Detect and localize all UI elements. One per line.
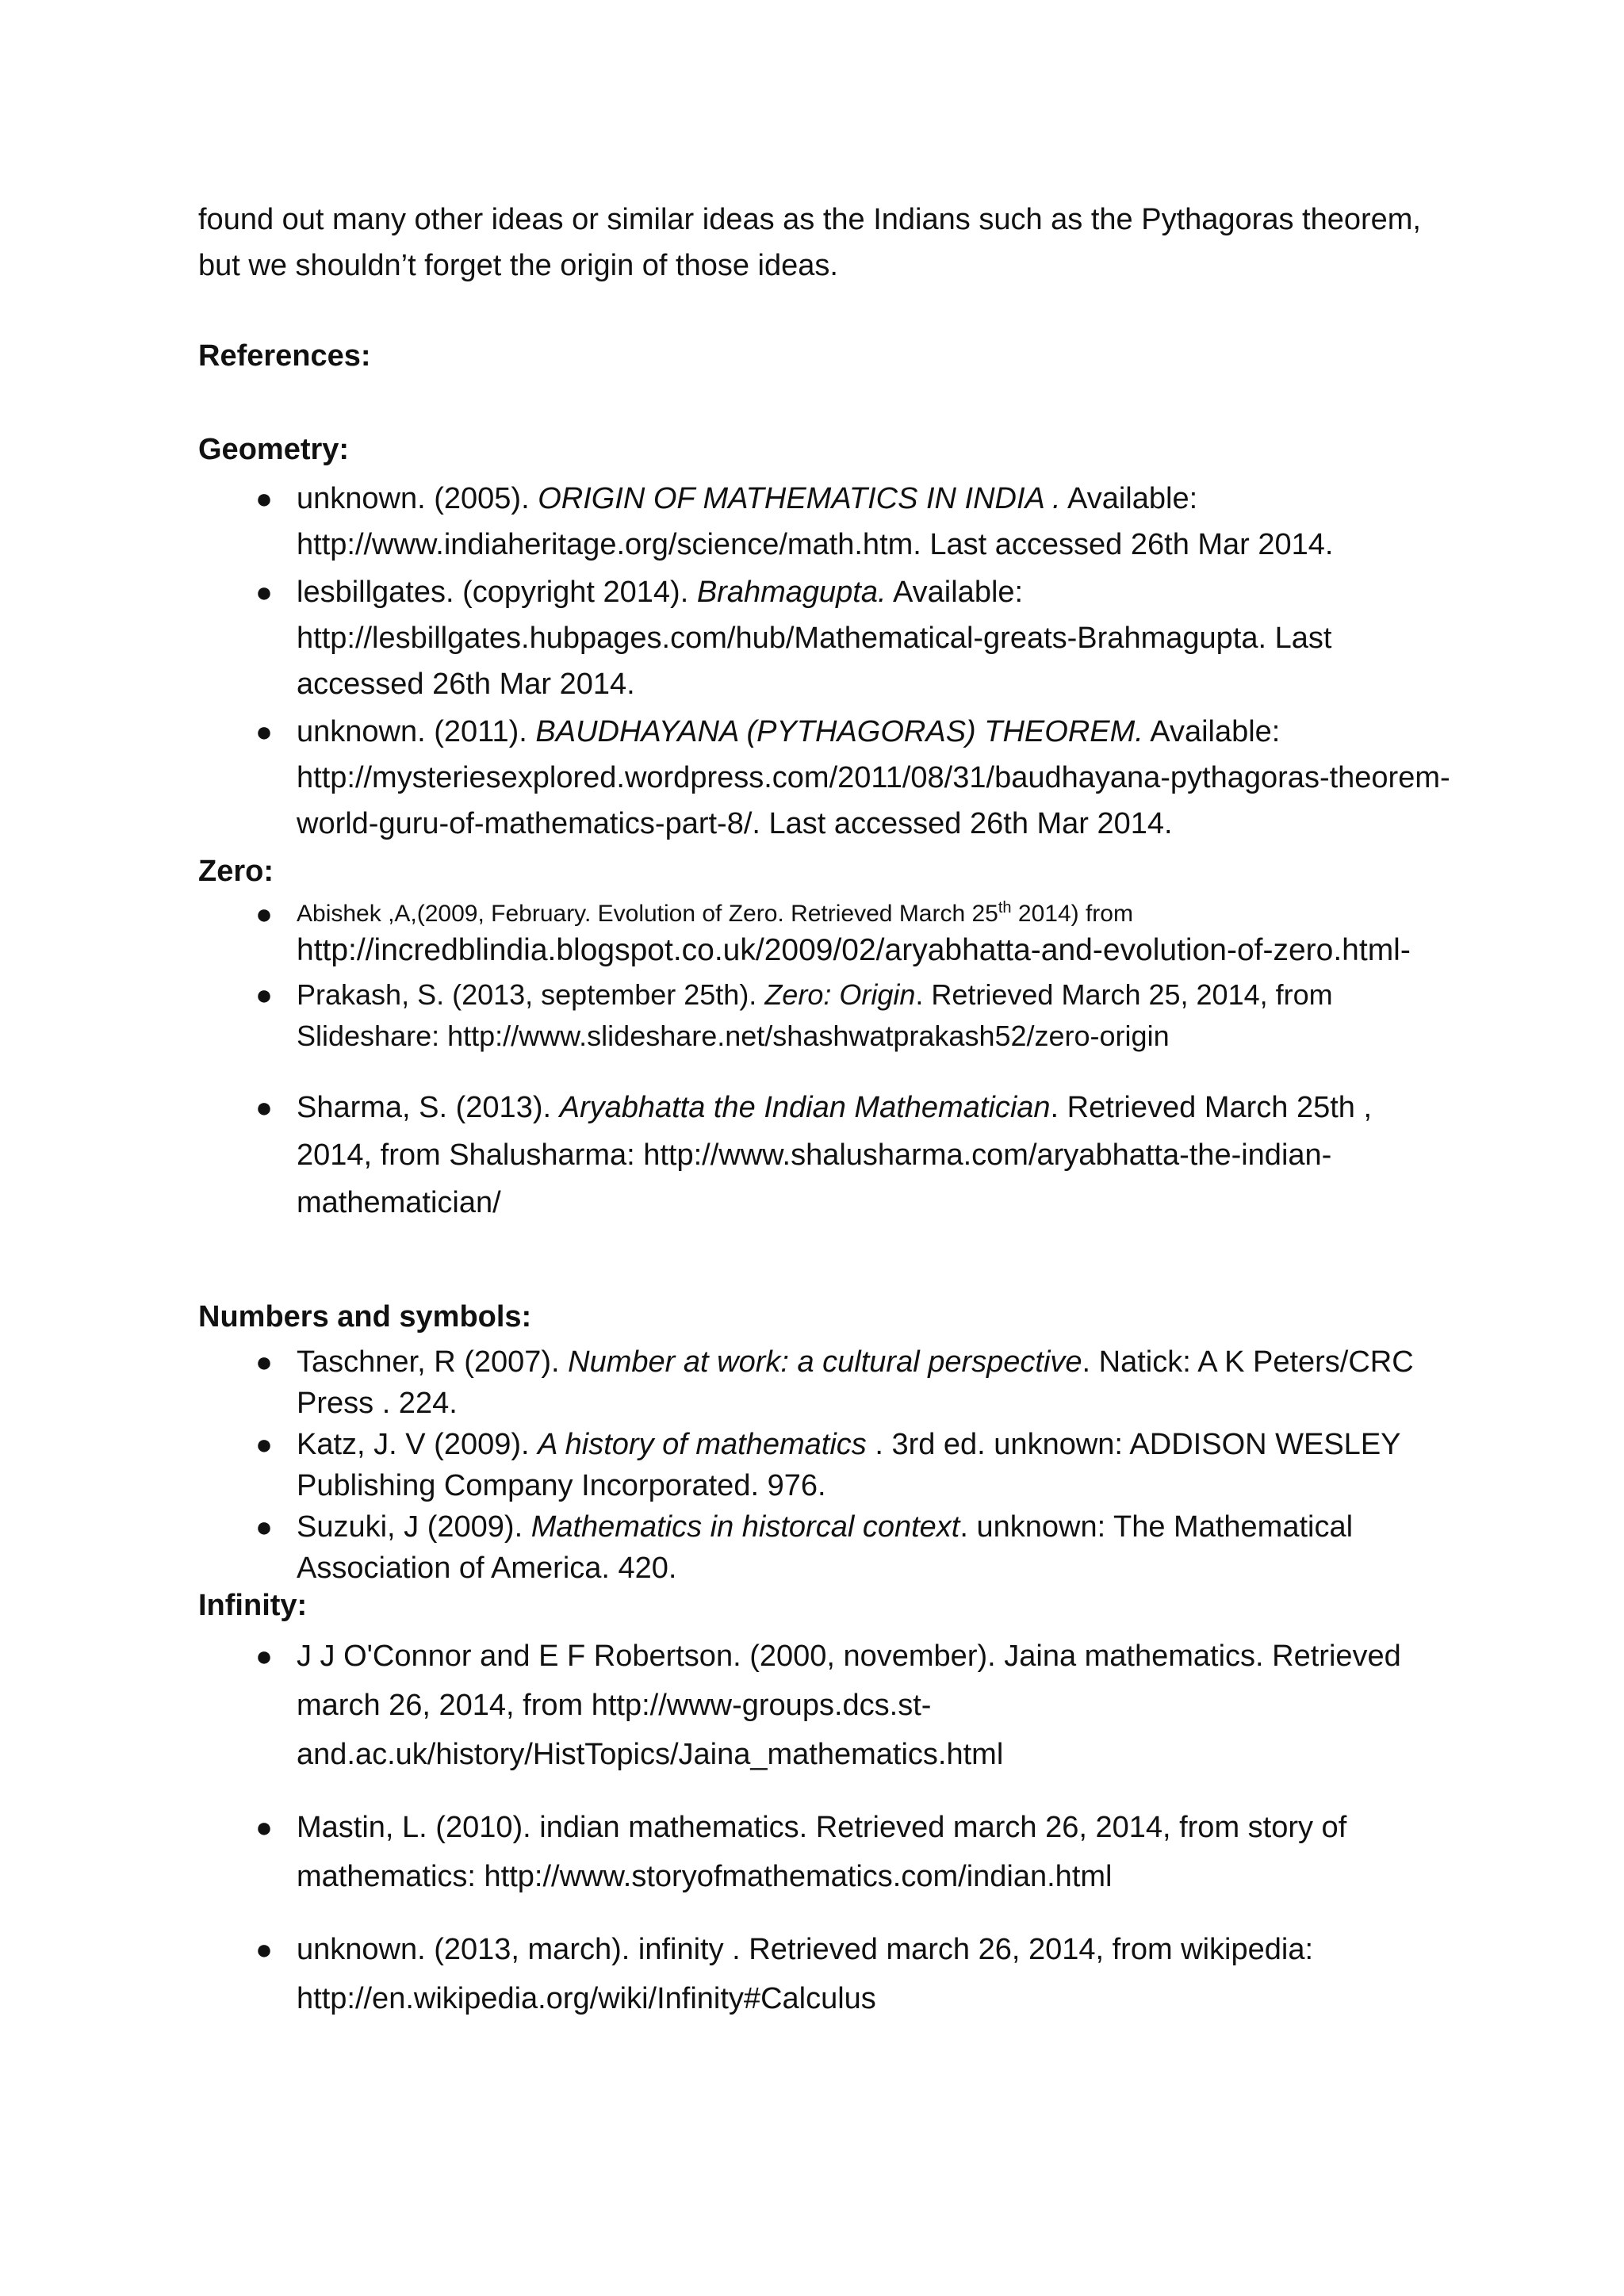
- reference-lead: unknown. (2005).: [297, 482, 538, 515]
- reference-item: [198, 1632, 1451, 1779]
- reference-item: [198, 896, 1451, 971]
- reference-item: [198, 1506, 1451, 1589]
- geometry-heading: Geometry:: [198, 433, 350, 466]
- bullet-icon: ●: [255, 978, 273, 1011]
- intro-text: found out many other ideas or similar ideas as the Indians such as the Pythagoras theorem, but we shouldn’t forget the origin of those ideas.: [198, 203, 1421, 282]
- reference-source: . Retrieved March 25, 2014, from Slideshare: http://www.slideshare.net/shashwatprakash52/zero-origin: [297, 978, 1333, 1052]
- bullet-icon: ●: [255, 1811, 273, 1843]
- reference-item: [198, 974, 1451, 1057]
- reference-item: [198, 1803, 1451, 1901]
- references-heading: References:: [198, 339, 371, 373]
- bullet-icon: ●: [255, 715, 273, 748]
- reference-source: . Natick: A K Peters/CRC Press . 224.: [297, 1345, 1414, 1420]
- reference-title: Number at work: a cultural perspective: [568, 1345, 1082, 1379]
- infinity-heading: Infinity:: [198, 1589, 308, 1622]
- reference-item: [198, 1084, 1451, 1226]
- reference-item: [198, 1925, 1451, 2023]
- reference-title: A history of mathematics: [538, 1428, 867, 1461]
- reference-lead: unknown. (2011).: [297, 715, 536, 748]
- reference-source: http://incredblindia.blogspot.co.uk/2009/02/aryabhatta-and-evolution-of-zero.html-: [297, 933, 1411, 967]
- superscript: th: [998, 899, 1012, 916]
- zero-reference-list: [198, 896, 1451, 1226]
- reference-lead: Katz, J. V (2009).: [297, 1428, 538, 1461]
- reference-source: Available: http://mysteriesexplored.wordpress.com/2011/08/31/baudhayana-pythagoras-theorem-world-guru-of-mathematics-part-8/. Last accessed 26th Mar 2014.: [297, 715, 1450, 840]
- reference-source: . 3rd ed. unknown: ADDISON WESLEY Publishing Company Incorporated. 976.: [297, 1428, 1400, 1502]
- reference-lead: Taschner, R (2007).: [297, 1345, 569, 1379]
- bullet-icon: ●: [255, 576, 273, 608]
- reference-text: J J O'Connor and E F Robertson. (2000, november). Jaina mathematics. Retrieved march 26, 2014, from http://www-groups.dcs.st-and.ac.uk/history/HistTopics/Jaina_mathematics.html: [297, 1640, 1401, 1771]
- bullet-icon: ●: [255, 1640, 273, 1672]
- reference-title: BAUDHAYANA (PYTHAGORAS) THEOREM.: [535, 715, 1143, 748]
- reference-lead: Suzuki, J (2009).: [297, 1510, 531, 1544]
- bullet-icon: ●: [255, 897, 273, 930]
- reference-item: [198, 569, 1451, 707]
- bullet-icon: ●: [255, 1510, 273, 1543]
- reference-lead: lesbillgates. (copyright 2014).: [297, 576, 697, 609]
- geometry-reference-list: [198, 476, 1451, 847]
- reference-source: Available: http://www.indiaheritage.org/science/math.htm. Last accessed 26th Mar 2014.: [297, 482, 1334, 561]
- infinity-reference-list: [198, 1632, 1451, 2023]
- reference-text: Mastin, L. (2010). indian mathematics. Retrieved march 26, 2014, from story of mathematics: http://www.storyofmathematics.com/indian.html: [297, 1811, 1347, 1893]
- intro-paragraph: [198, 197, 1451, 289]
- reference-item: [198, 1424, 1451, 1506]
- bullet-icon: ●: [255, 482, 273, 515]
- reference-title: Brahmagupta.: [696, 576, 887, 609]
- reference-source: Available: http://lesbillgates.hubpages.com/hub/Mathematical-greats-Brahmagupta. Last accessed 26th Mar 2014.: [297, 576, 1332, 701]
- reference-item: [198, 476, 1451, 568]
- bullet-icon: ●: [255, 1345, 273, 1378]
- reference-item: [198, 709, 1451, 847]
- reference-title: Mathematics in historcal context: [530, 1510, 960, 1544]
- reference-lead: Prakash, S. (2013, september 25th).: [297, 978, 765, 1011]
- bullet-icon: ●: [255, 1428, 273, 1460]
- numbers-heading: Numbers and symbols:: [198, 1300, 532, 1334]
- bullet-icon: ●: [255, 1091, 273, 1123]
- reference-text: unknown. (2013, march). infinity . Retrieved march 26, 2014, from wikipedia: http://en.wikipedia.org/wiki/Infinity#Calculus: [297, 1933, 1314, 2015]
- reference-item: [198, 1341, 1451, 1424]
- reference-title: Zero: Origin: [764, 978, 916, 1011]
- zero-heading: Zero:: [198, 855, 274, 888]
- reference-lead: Sharma, S. (2013).: [297, 1091, 560, 1124]
- numbers-reference-list: [198, 1341, 1451, 1589]
- reference-source: . unknown: The Mathematical Association of America. 420.: [297, 1510, 1354, 1585]
- reference-title: ORIGIN OF MATHEMATICS IN INDIA .: [538, 482, 1061, 515]
- reference-lead: Abishek ,A,(2009, February. Evolution of Zero. Retrieved March 25: [297, 901, 998, 927]
- reference-title: Aryabhatta the Indian Mathematician: [559, 1091, 1051, 1124]
- reference-source: . Retrieved March 25th , 2014, from Shalusharma: http://www.shalusharma.com/aryabhatta-the-indian-mathematician/: [297, 1091, 1373, 1219]
- reference-lead-end: 2014) from: [1011, 901, 1133, 927]
- bullet-icon: ●: [255, 1933, 273, 1965]
